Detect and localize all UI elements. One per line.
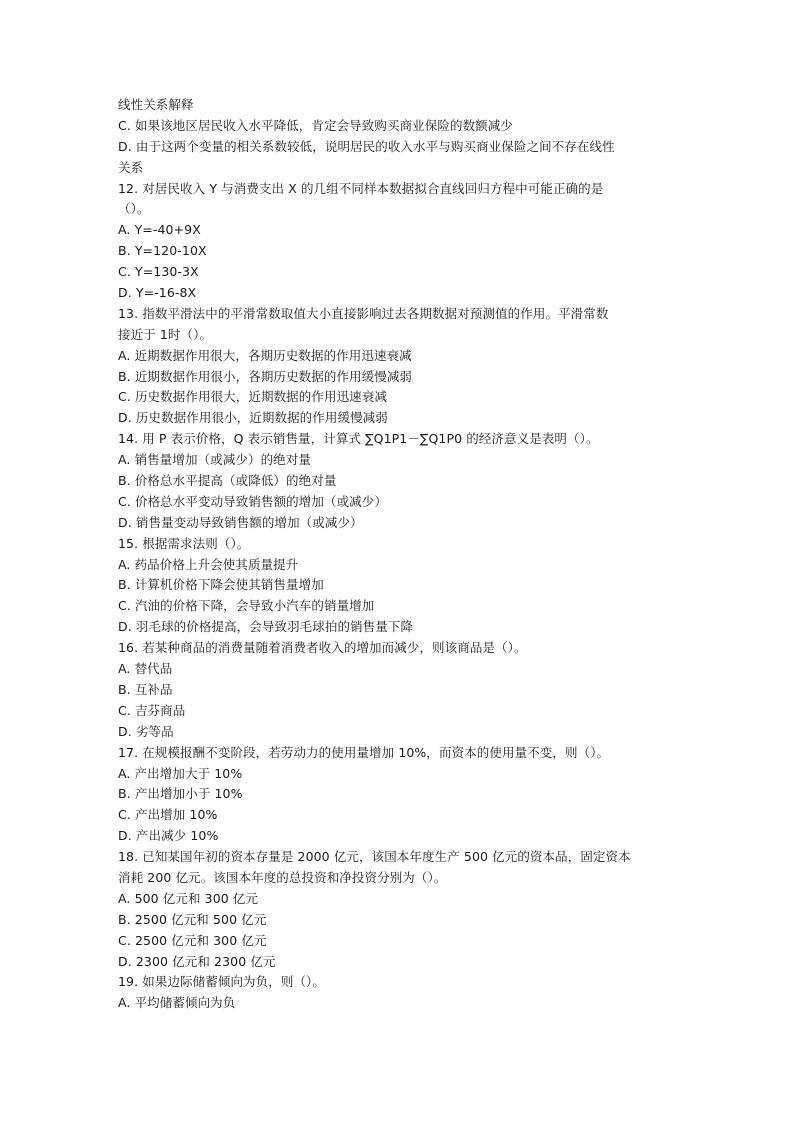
option-a: A. 产出增加大于 10% xyxy=(118,765,243,781)
option-c: C. 吉芬商品 xyxy=(118,702,186,718)
question-18: 18. 已知某国年初的资本存量是 2000 亿元，该国本年度生产 500 亿元的资本品，固定资本 xyxy=(118,849,631,865)
question-19: 19. 如果边际储蓄倾向为负，则（）。 xyxy=(118,974,326,990)
option-c: C. 汽油的价格下降，会导致小汽车的销量增加 xyxy=(118,598,375,614)
option-c: C. Y=130-3X xyxy=(118,264,199,280)
option-d: D. 由于这两个变量的相关系数较低，说明居民的收入水平与购买商业保险之间不存在线性 xyxy=(118,138,615,154)
option-d: D. 产出减少 10% xyxy=(118,828,219,844)
option-a: A. 替代品 xyxy=(118,661,173,677)
option-b: B. 产出增加小于 10% xyxy=(118,786,243,802)
question-16: 16. 若某种商品的消费量随着消费者收入的增加而减少，则该商品是（）。 xyxy=(118,640,527,656)
option-d: D. 历史数据作用很小，近期数据的作用缓慢减弱 xyxy=(118,410,388,426)
question-15: 15. 根据需求法则（）。 xyxy=(118,535,250,551)
option-a: A. 药品价格上升会使其质量提升 xyxy=(118,556,299,572)
option-a: A. 近期数据作用很大，各期历史数据的作用迅速衰减 xyxy=(118,347,412,363)
option-d: D. 劣等品 xyxy=(118,723,174,739)
option-b: B. 近期数据作用很小，各期历史数据的作用缓慢减弱 xyxy=(118,368,413,384)
text-line: 关系 xyxy=(118,159,144,175)
option-a: A. Y=-40+9X xyxy=(118,222,201,238)
question-12-continued: （）。 xyxy=(118,201,150,217)
question-17: 17. 在规模报酬不变阶段，若劳动力的使用量增加 10%，而资本的使用量不变，则（）。 xyxy=(118,744,610,760)
option-d: D. Y=-16-8X xyxy=(118,285,197,301)
option-c: C. 如果该地区居民收入水平降低，肯定会导致购买商业保险的数额减少 xyxy=(118,117,513,133)
option-d: D. 2300 亿元和 2300 亿元 xyxy=(118,953,276,969)
option-c: C. 价格总水平变动导致销售额的增加（或减少） xyxy=(118,493,387,509)
question-14: 14. 用 P 表示价格，Q 表示销售量，计算式 ∑Q1P1－∑Q1P0 的经济意义是表明（）。 xyxy=(118,431,599,447)
option-a: A. 平均储蓄倾向为负 xyxy=(118,995,236,1011)
option-a: A. 500 亿元和 300 亿元 xyxy=(118,890,259,906)
question-13: 13. 指数平滑法中的平滑常数取值大小直接影响过去各期数据对预测值的作用。平滑常数 xyxy=(118,305,609,321)
option-c: C. 历史数据作用很大，近期数据的作用迅速衰减 xyxy=(118,389,387,405)
text-line: 线性关系解释 xyxy=(118,97,194,112)
question-18-continued: 消耗 200 亿元。该国本年度的总投资和净投资分别为（）。 xyxy=(118,869,447,885)
option-c: C. 产出增加 10% xyxy=(118,807,218,823)
option-a: A. 销售量增加（或减少）的绝对量 xyxy=(118,452,311,468)
option-b: B. 价格总水平提高（或降低）的绝对量 xyxy=(118,473,337,489)
option-c: C. 2500 亿元和 300 亿元 xyxy=(118,932,267,948)
option-b: B. 计算机价格下降会使其销售量增加 xyxy=(118,577,324,593)
question-12: 12. 对居民收入 Y 与消费支出 X 的几组不同样本数据拟合直线回归方程中可能正确的是 xyxy=(118,180,604,196)
option-d: D. 羽毛球的价格提高，会导致羽毛球拍的销售量下降 xyxy=(118,619,414,635)
option-d: D. 销售量变动导致销售额的增加（或减少） xyxy=(118,514,363,530)
question-13-continued: 接近于 1时（）。 xyxy=(118,326,213,342)
option-b: B. 互补品 xyxy=(118,681,173,697)
option-b: B. 2500 亿元和 500 亿元 xyxy=(118,911,267,927)
option-b: B. Y=120-10X xyxy=(118,243,207,259)
document-body xyxy=(118,95,678,1014)
